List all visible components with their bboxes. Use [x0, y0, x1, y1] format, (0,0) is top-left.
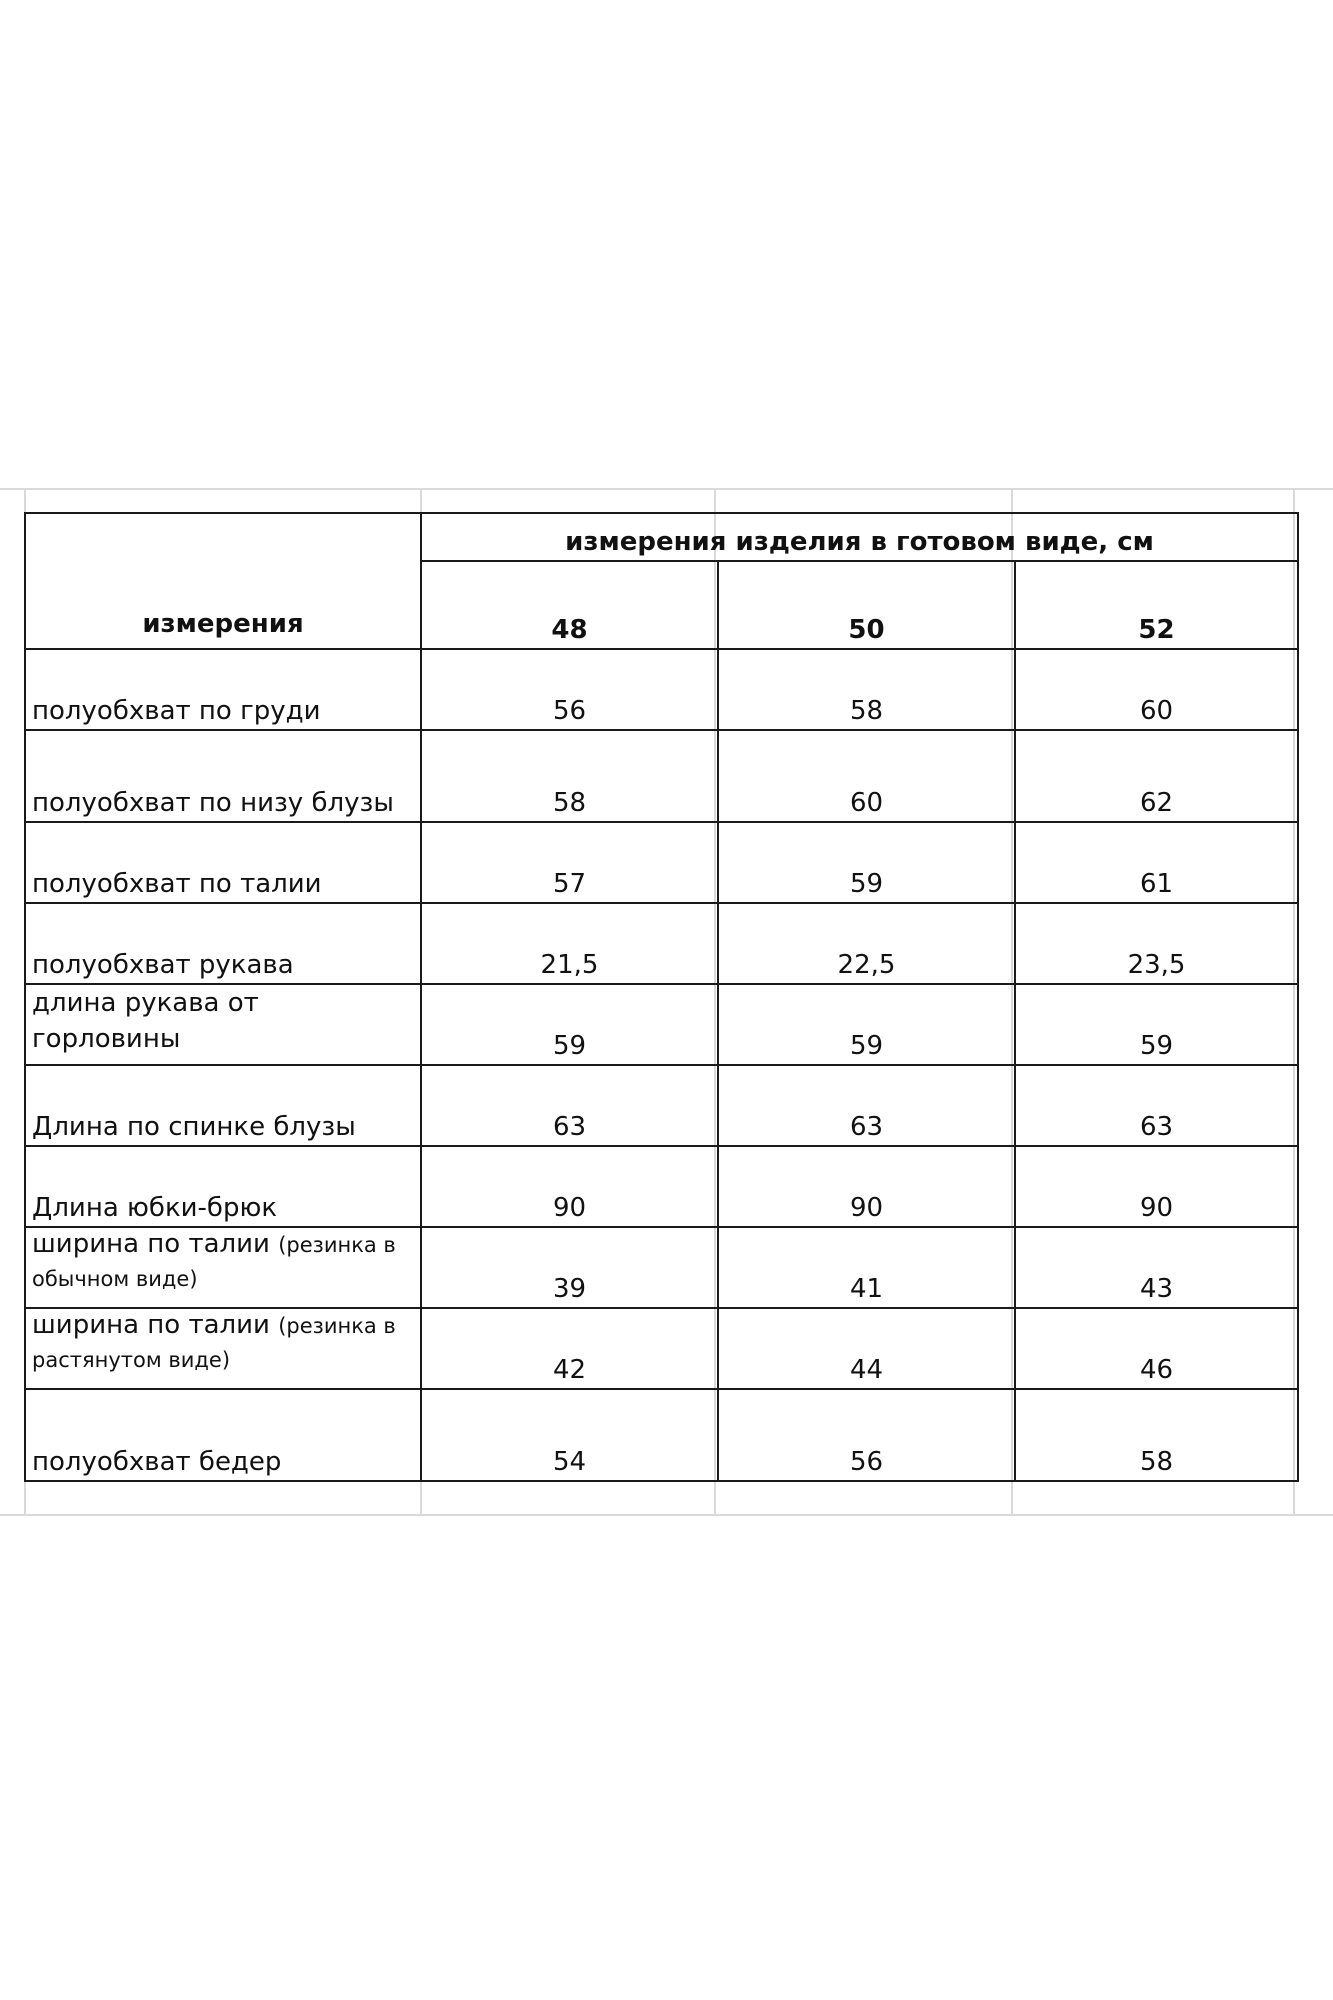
- row-label: Длина по спинке блузы: [25, 1065, 421, 1146]
- row-label: полуобхват по груди: [25, 649, 421, 730]
- cell-value: 54: [421, 1389, 718, 1481]
- cell-value: 44: [718, 1308, 1015, 1389]
- cell-value: 59: [421, 984, 718, 1065]
- cell-value: 46: [1015, 1308, 1298, 1389]
- row-label: длина рукава от горловины: [25, 984, 421, 1065]
- cell-value: 59: [718, 984, 1015, 1065]
- gridline: [0, 1514, 1333, 1516]
- cell-value: 63: [718, 1065, 1015, 1146]
- cell-value: 63: [421, 1065, 718, 1146]
- row-label: ширина по талии (резинка в растянутом виде): [25, 1308, 421, 1389]
- cell-value: 60: [718, 730, 1015, 822]
- cell-value: 43: [1015, 1227, 1298, 1308]
- cell-value: 42: [421, 1308, 718, 1389]
- cell-value: 57: [421, 822, 718, 903]
- table-row: [25, 984, 1298, 1065]
- cell-value: 22,5: [718, 903, 1015, 984]
- group-header: измерения изделия в готовом виде, см: [421, 513, 1298, 561]
- row-label: полуобхват по талии: [25, 822, 421, 903]
- size-header: 48: [421, 561, 718, 649]
- table-row: [25, 1146, 1298, 1227]
- cell-value: 62: [1015, 730, 1298, 822]
- cell-value: 56: [718, 1389, 1015, 1481]
- cell-value: 58: [718, 649, 1015, 730]
- row-label: полуобхват по низу блузы: [25, 730, 421, 822]
- cell-value: 60: [1015, 649, 1298, 730]
- size-header: 52: [1015, 561, 1298, 649]
- cell-value: 23,5: [1015, 903, 1298, 984]
- table-row: [25, 822, 1298, 903]
- cell-value: 39: [421, 1227, 718, 1308]
- cell-value: 90: [718, 1146, 1015, 1227]
- row-label: Длина юбки-брюк: [25, 1146, 421, 1227]
- table-row: [25, 1308, 1298, 1389]
- cell-value: 59: [1015, 984, 1298, 1065]
- size-header: 50: [718, 561, 1015, 649]
- cell-value: 90: [1015, 1146, 1298, 1227]
- row-label: полуобхват бедер: [25, 1389, 421, 1481]
- table-row: [25, 1227, 1298, 1308]
- cell-value: 59: [718, 822, 1015, 903]
- row-label: полуобхват рукава: [25, 903, 421, 984]
- table-row: [25, 1389, 1298, 1481]
- table-row: [25, 649, 1298, 730]
- cell-value: 61: [1015, 822, 1298, 903]
- cell-value: 21,5: [421, 903, 718, 984]
- cell-value: 90: [421, 1146, 718, 1227]
- row-label: ширина по талии (резинка в обычном виде): [25, 1227, 421, 1308]
- table-row: [25, 1065, 1298, 1146]
- cell-value: 41: [718, 1227, 1015, 1308]
- row-note: (резинка в растянутом виде): [32, 1314, 396, 1372]
- measure-header: измерения: [25, 513, 421, 649]
- gridline: [0, 488, 1333, 490]
- cell-value: 56: [421, 649, 718, 730]
- cell-value: 63: [1015, 1065, 1298, 1146]
- cell-value: 58: [1015, 1389, 1298, 1481]
- row-note: (резинка в обычном виде): [32, 1233, 396, 1291]
- size-table: [24, 512, 1299, 1482]
- cell-value: 58: [421, 730, 718, 822]
- table-row: [25, 903, 1298, 984]
- header-row: [25, 513, 1298, 561]
- table-row: [25, 730, 1298, 822]
